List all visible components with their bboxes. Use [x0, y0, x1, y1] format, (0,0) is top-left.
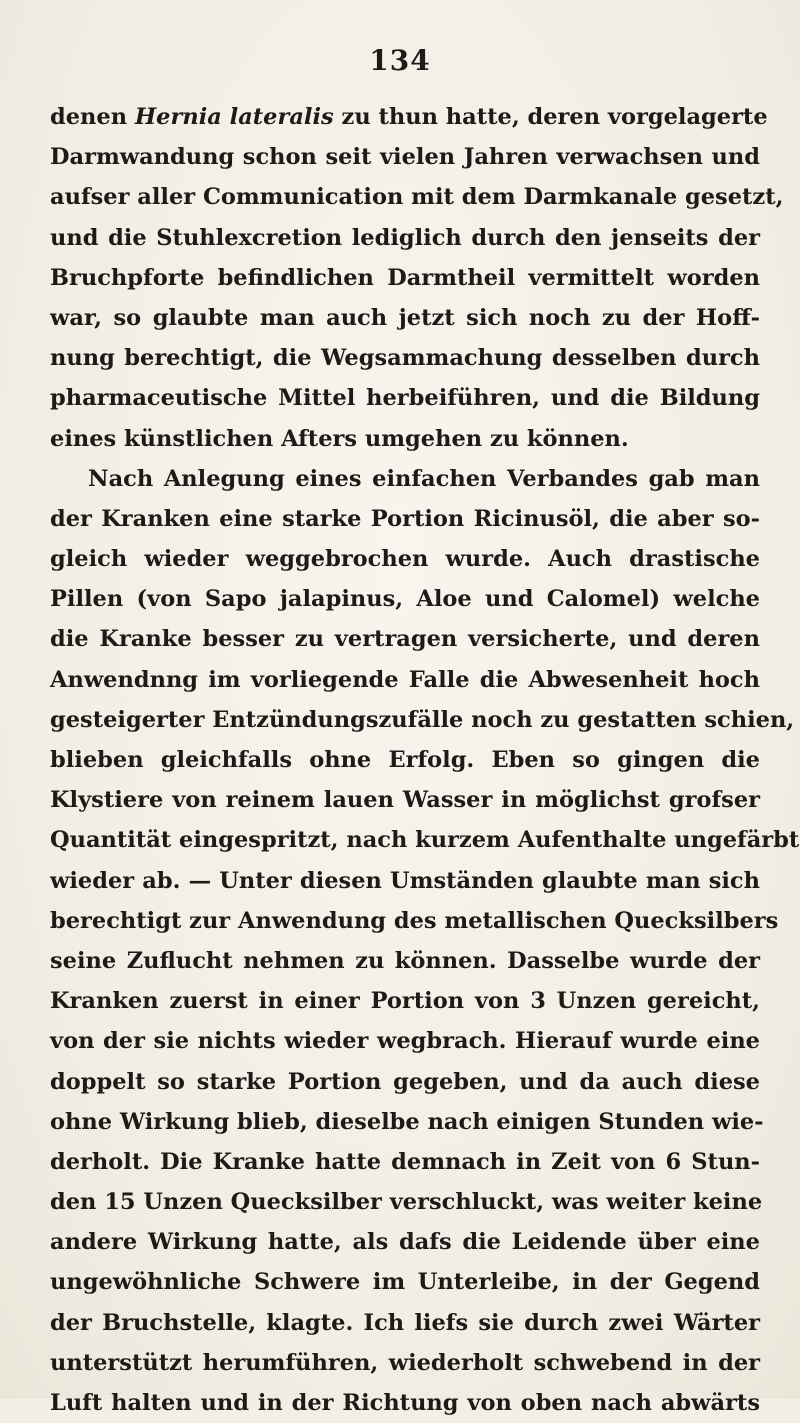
text-line: doppelt so starke Portion gegeben, und da auch diese: [50, 1068, 760, 1095]
text-line: derholt. Die Kranke hatte demnach in Zeit von 6 Stun-: [50, 1148, 760, 1175]
text-line: Bruchpforte befindlichen Darmtheil vermittelt worden: [50, 264, 760, 291]
text-line: war, so glaubte man auch jetzt sich noch zu der Hoff-: [50, 304, 760, 331]
text-line: ungewöhnliche Schwere im Unterleibe, in der Gegend: [50, 1269, 760, 1296]
text-line: ohne Wirkung blieb, dieselbe nach einigen Stunden wie-: [50, 1108, 764, 1135]
text-line: eines künstlichen Afters umgehen zu können.: [50, 425, 629, 452]
text-line: Quantität eingespritzt, nach kurzem Aufenthalte ungefärbt: [50, 827, 800, 854]
text-line: von der sie nichts wieder wegbrach. Hierauf wurde eine: [50, 1028, 760, 1055]
text-line: andere Wirkung hatte, als dafs die Leidende über eine: [50, 1229, 760, 1256]
text-line: seine Zuflucht nehmen zu können. Dasselbe wurde der: [50, 947, 760, 974]
text-line: wieder ab. — Unter diesen Umständen glaubte man sich: [50, 867, 760, 894]
text-line: Luft halten und in der Richtung von oben nach abwärts: [50, 1390, 760, 1416]
text-line: blieben gleichfalls ohne Erfolg. Eben so gingen die: [50, 747, 760, 773]
text-line: Darmwandung schon seit vielen Jahren verwachsen und: [50, 144, 760, 171]
text-line: der Kranken eine starke Portion Ricinusöl, die aber so-: [50, 505, 760, 532]
text-line: der Bruchstelle, klagte. Ich liefs sie durch zwei Wärter: [50, 1309, 760, 1336]
text-line: nung berechtigt, die Wegsammachung desselben durch: [50, 345, 760, 372]
text-line: gesteigerter Entzündungszufälle noch zu gestatten schien,: [50, 706, 795, 733]
text-line: Kranken zuerst in einer Portion von 3 Unzen gereicht,: [50, 988, 760, 1015]
text-line: aufser aller Communication mit dem Darmkanale gesetzt,: [50, 184, 784, 211]
text-line: unterstützt herumführen, wiederholt schwebend in der: [50, 1349, 760, 1376]
text-line: den 15 Unzen Quecksilber verschluckt, was weiter keine: [50, 1189, 763, 1216]
text-line: die Kranke besser zu vertragen versicherte, und deren: [50, 626, 760, 653]
italic-term: Hernia lateralis: [134, 104, 334, 130]
page-number: 134: [369, 44, 431, 77]
text-line: Anwendnng im vorliegende Falle die Abwesenheit hoch: [50, 666, 760, 693]
text-line: berechtigt zur Anwendung des metallischen Quecksilbers: [50, 907, 779, 934]
text-line: Klystiere von reinem lauen Wasser in möglichst grofser: [50, 787, 760, 814]
text-line: denen Hernia lateralis zu thun hatte, deren vorgelagerte: [50, 104, 768, 130]
text-line: gleich wieder weggebrochen wurde. Auch drastische: [50, 546, 760, 573]
text-line: pharmaceutische Mittel herbeiführen, und die Bildung: [50, 385, 760, 412]
body-text: [50, 97, 800, 1423]
text-line: und die Stuhlexcretion lediglich durch den jenseits der: [50, 224, 760, 251]
text-line: Pillen (von Sapo jalapinus, Aloe und Calomel) welche: [50, 586, 760, 613]
text-line: Nach Anlegung eines einfachen Verbandes gab man: [88, 465, 760, 492]
